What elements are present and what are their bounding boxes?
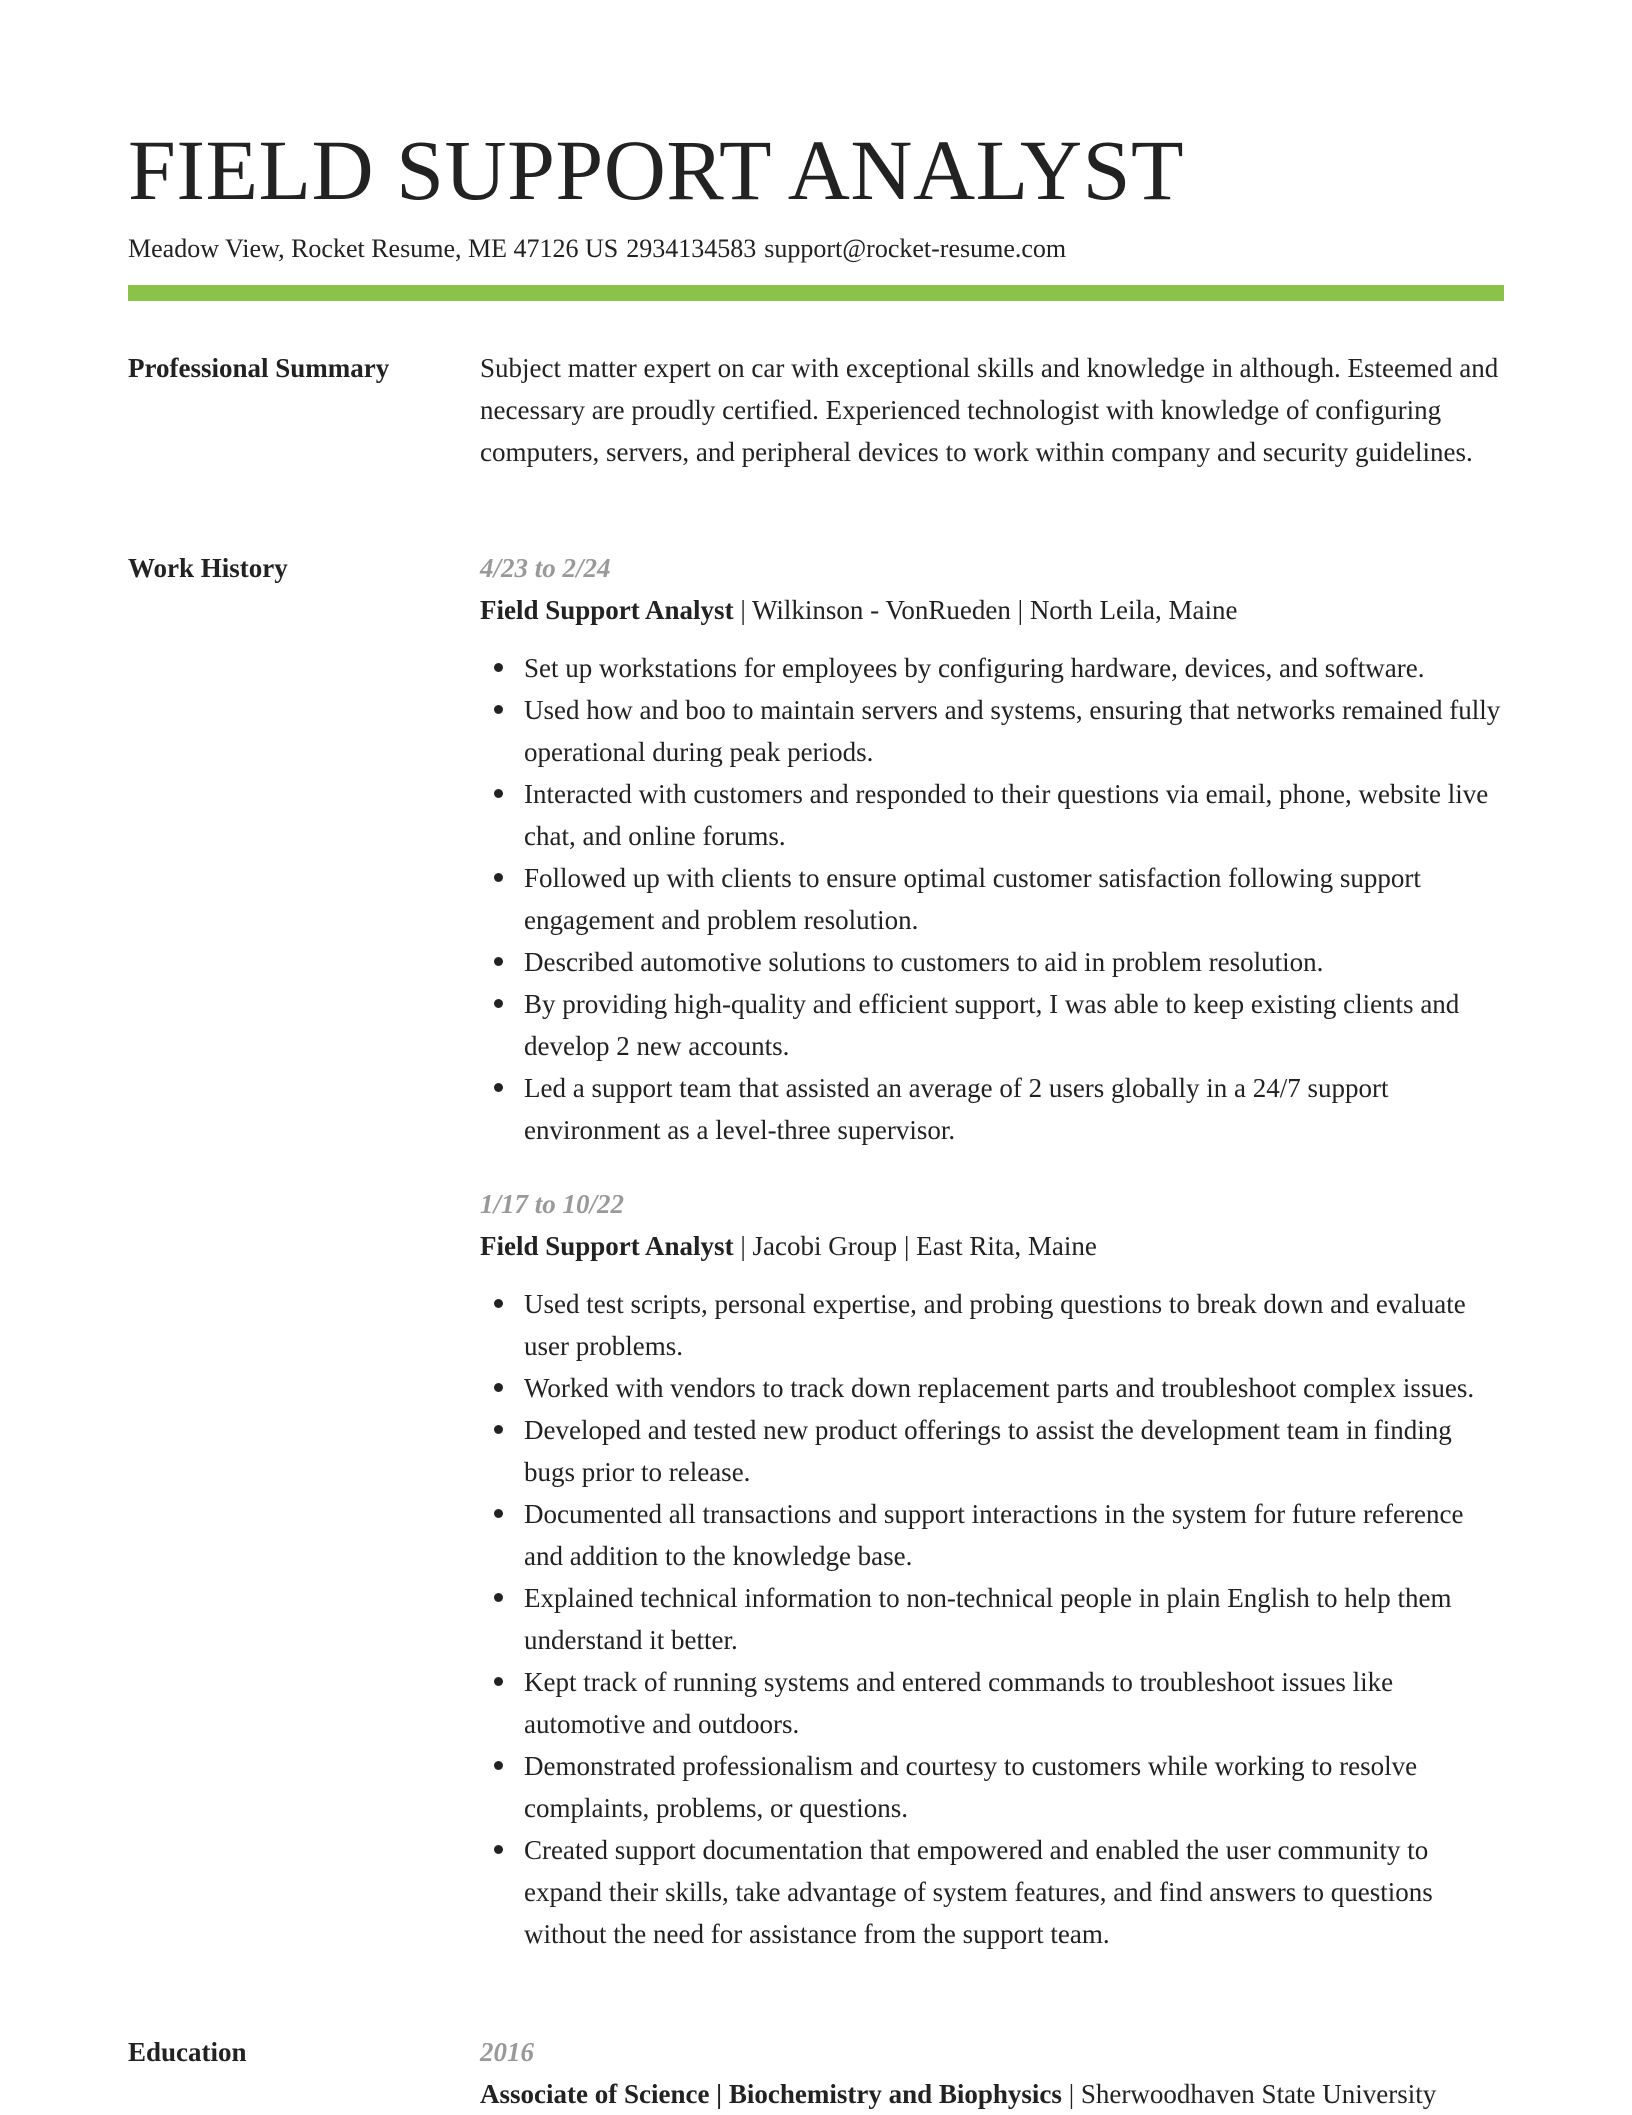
summary-section xyxy=(480,347,1504,473)
education-year: 2016 xyxy=(480,2037,534,2067)
job-bullet: Interacted with customers and responded to their questions via email, phone, website live chat, and online forums. xyxy=(480,773,1504,857)
job-bullet: Kept track of running systems and entered commands to troubleshoot issues like automotive and outdoors. xyxy=(480,1661,1504,1745)
job-bullet: Used how and boo to maintain servers and systems, ensuring that networks remained fully operational during peak periods. xyxy=(480,689,1504,773)
contact-phone: 2934134583 xyxy=(626,234,757,263)
education-school: Sherwoodhaven State University xyxy=(1080,2079,1437,2109)
resume-title: FIELD SUPPORT ANALYST xyxy=(128,122,1184,218)
job-bullet: Led a support team that assisted an average of 2 users globally in a 24/7 support environment as a level-three supervisor. xyxy=(480,1067,1504,1151)
job-bullet: Explained technical information to non-technical people in plain English to help them understand it better. xyxy=(480,1577,1504,1661)
education-section xyxy=(480,2031,1504,2115)
education-degree: Associate of Science | Biochemistry and Biophysics xyxy=(480,2079,1062,2109)
job-dates: 1/17 to 10/22 xyxy=(480,1189,625,1219)
job-heading: Field Support Analyst | Wilkinson - VonRueden | North Leila, Maine xyxy=(480,595,1238,625)
education-section-label: Education xyxy=(128,2037,247,2067)
job-company: Wilkinson - VonRueden xyxy=(751,595,1011,625)
job-location: East Rita, Maine xyxy=(916,1231,1097,1261)
resume-page xyxy=(128,0,1504,2112)
work-history-section-label: Work History xyxy=(128,553,288,583)
job-bullet: Used test scripts, personal expertise, and probing questions to break down and evaluate user problems. xyxy=(480,1283,1504,1367)
summary-section-label: Professional Summary xyxy=(128,353,390,383)
job-bullets xyxy=(480,647,1504,1151)
job-bullet: Created support documentation that empowered and enabled the user community to expand their skills, take advantage of system features, and find answers to questions without the need for assistance from the support team. xyxy=(480,1829,1504,1955)
job-bullet: Described automotive solutions to customers to aid in problem resolution. xyxy=(480,941,1504,983)
contact-email: support@rocket-resume.com xyxy=(764,234,1067,263)
job-role: Field Support Analyst xyxy=(480,595,734,625)
job-heading: Field Support Analyst | Jacobi Group | East Rita, Maine xyxy=(480,1231,1097,1261)
job-role: Field Support Analyst xyxy=(480,1231,734,1261)
education-heading: Associate of Science | Biochemistry and Biophysics | Sherwoodhaven State University xyxy=(480,2079,1437,2109)
summary-text: Subject matter expert on car with exceptional skills and knowledge in although. Esteemed and necessary are proudly certified. Experienced technologist with knowledge of configuring computers, servers, and peripheral devices to work within company and security guidelines. xyxy=(480,353,1499,467)
contact-line xyxy=(128,231,1066,267)
work-history-section xyxy=(480,547,1504,1955)
job-bullets xyxy=(480,1283,1504,1955)
job-bullet: Set up workstations for employees by configuring hardware, devices, and software. xyxy=(480,647,1504,689)
job-bullet: Developed and tested new product offerings to assist the development team in finding bugs prior to release. xyxy=(480,1409,1504,1493)
job-company: Jacobi Group xyxy=(752,1231,898,1261)
job-bullet: Followed up with clients to ensure optimal customer satisfaction following support engagement and problem resolution. xyxy=(480,857,1504,941)
job-bullet: Demonstrated professionalism and courtesy to customers while working to resolve complaints, problems, or questions. xyxy=(480,1745,1504,1829)
contact-address: Meadow View, Rocket Resume, ME 47126 US xyxy=(128,234,619,263)
job-bullet: Worked with vendors to track down replacement parts and troubleshoot complex issues. xyxy=(480,1367,1504,1409)
job-bullet: Documented all transactions and support interactions in the system for future reference and addition to the knowledge base. xyxy=(480,1493,1504,1577)
job-bullet: By providing high-quality and efficient support, I was able to keep existing clients and develop 2 new accounts. xyxy=(480,983,1504,1067)
job-location: North Leila, Maine xyxy=(1029,595,1238,625)
header-divider xyxy=(128,285,1504,301)
job-entry xyxy=(480,1183,1504,1955)
job-entry xyxy=(480,547,1504,1151)
job-dates: 4/23 to 2/24 xyxy=(480,553,611,583)
